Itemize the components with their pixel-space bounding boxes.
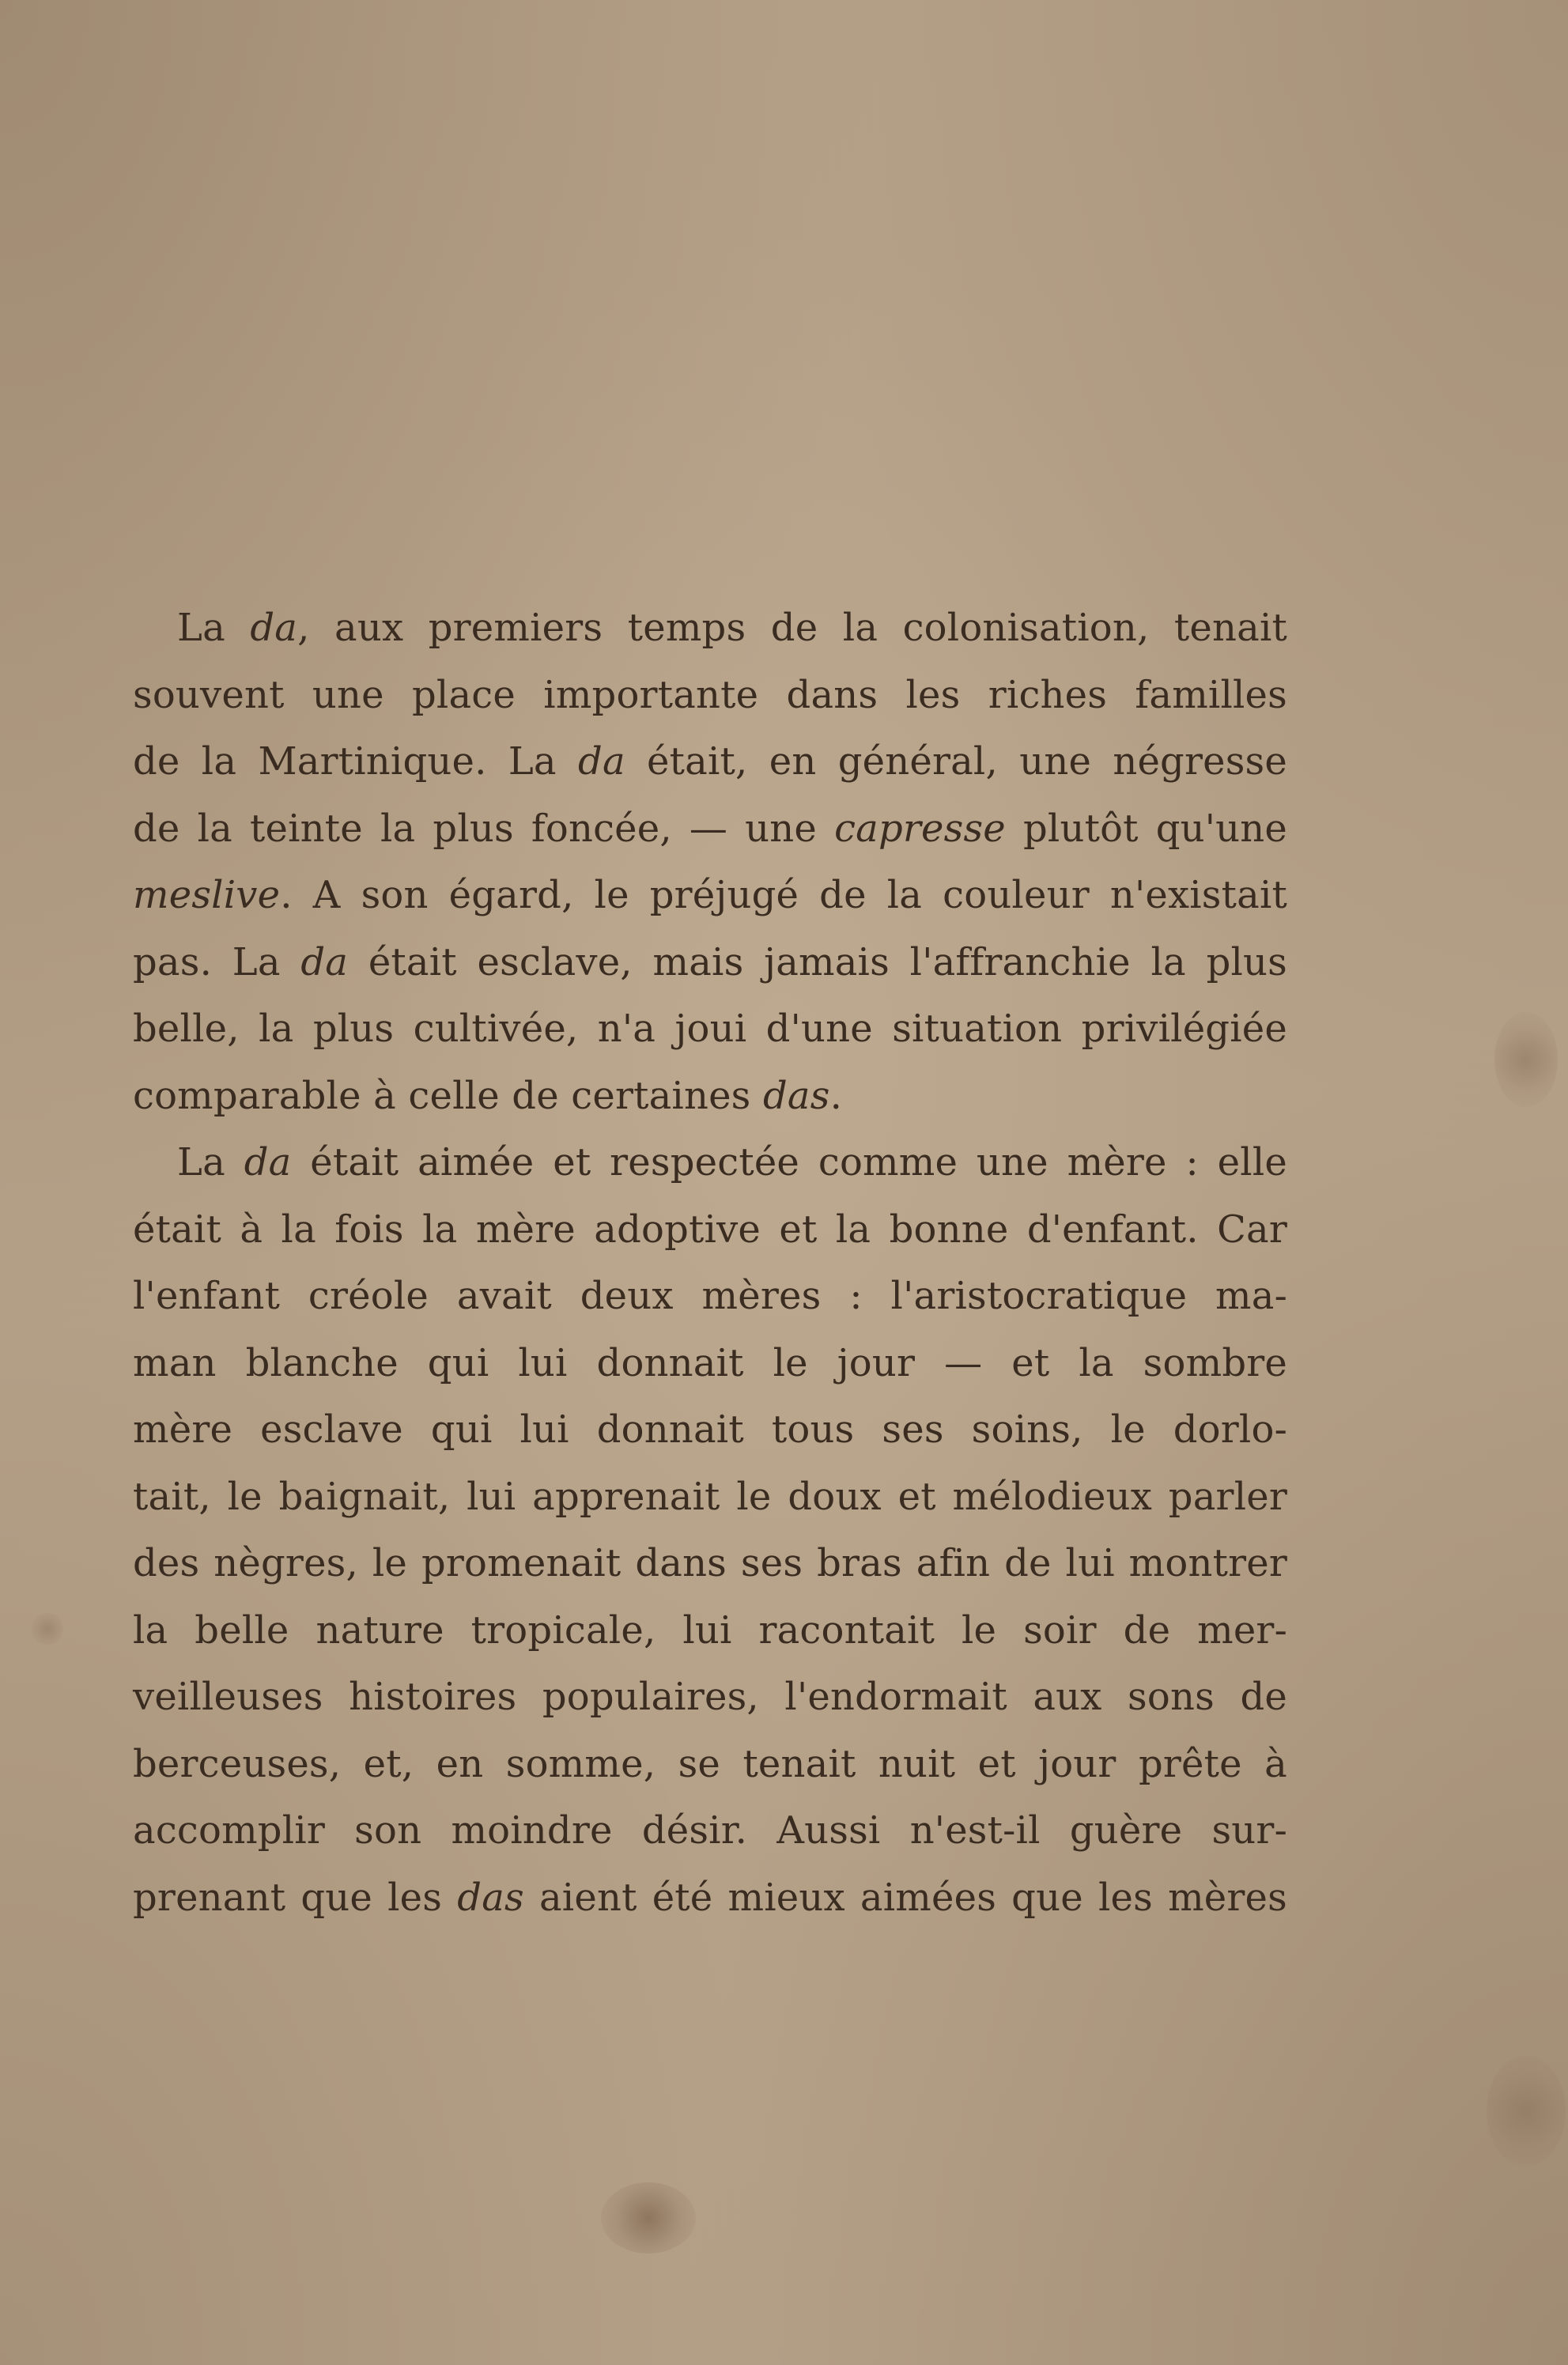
text-segment: était, en général, une négresse (625, 739, 1287, 784)
text-segment: accomplir son moindre désir. Aussi n'est-il guère sur- (133, 1808, 1287, 1853)
text-line (133, 1196, 1287, 1264)
text-segment: mère esclave qui lui donnait tous ses soins, le dorlo- (133, 1407, 1287, 1452)
body-text (133, 595, 1287, 1931)
paper-stain (601, 2182, 696, 2254)
italic-word: da (244, 1140, 292, 1184)
text-segment: souvent une place importante dans les riches familles (133, 672, 1287, 717)
text-segment: l'enfant créole avait deux mères : l'aristocratique ma- (133, 1274, 1287, 1318)
text-segment: pas. La (133, 939, 301, 984)
text-segment: aient été mieux aimées que les mères (523, 1875, 1287, 1920)
text-line (133, 795, 1287, 863)
text-line (133, 1530, 1287, 1597)
text-line (133, 1864, 1287, 1932)
text-segment: était esclave, mais jamais l'affranchie la plus (348, 939, 1287, 984)
text-segment: . A son égard, le préjugé de la couleur n'existait (280, 873, 1287, 917)
text-line (133, 1129, 1287, 1196)
text-segment: , aux premiers temps de la colonisation, tenait (297, 606, 1287, 650)
italic-word: das (762, 1073, 830, 1118)
italic-word: das (457, 1875, 524, 1920)
text-line (133, 1464, 1287, 1531)
paper-stain (32, 1613, 63, 1645)
italic-word: da (300, 939, 349, 984)
text-segment: belle, la plus cultivée, n'a joui d'une situation privilégiée (133, 1007, 1287, 1051)
text-line (133, 1597, 1287, 1664)
text-line (133, 1330, 1287, 1397)
text-segment: veilleuses histoires populaires, l'endormait aux sons de (133, 1675, 1287, 1719)
text-segment: prenant que les (133, 1875, 458, 1920)
text-segment: La (177, 1140, 244, 1184)
text-segment: La (177, 606, 251, 650)
text-segment: plutôt qu'une (1005, 806, 1287, 851)
text-line (133, 1263, 1287, 1330)
text-line (133, 929, 1287, 996)
text-line (133, 995, 1287, 1063)
text-segment: . (829, 1073, 843, 1118)
paper-stain (1487, 2056, 1566, 2167)
text-segment: de la Martinique. La (133, 739, 579, 784)
text-segment: des nègres, le promenait dans ses bras afin de lui montrer (133, 1541, 1287, 1585)
italic-word: da (250, 606, 298, 650)
text-line (133, 595, 1287, 662)
text-line (133, 1797, 1287, 1864)
text-segment: man blanche qui lui donnait le jour — et la sombre (133, 1340, 1287, 1385)
text-segment: berceuses, et, en somme, se tenait nuit et jour prête à (133, 1741, 1287, 1786)
text-segment: était à la fois la mère adoptive et la bonne d'enfant. Car (133, 1207, 1287, 1252)
text-line (133, 862, 1287, 929)
text-line (133, 1396, 1287, 1464)
text-segment: la belle nature tropicale, lui racontait le soir de mer- (133, 1608, 1287, 1653)
text-line (133, 1731, 1287, 1798)
italic-word: meslive (133, 873, 281, 917)
text-segment: comparable à celle de certaines (133, 1073, 763, 1118)
paragraph (133, 595, 1287, 1129)
text-line (133, 1664, 1287, 1731)
text-segment: de la teinte la plus foncée, — une (133, 806, 835, 851)
paper-stain (1494, 1012, 1558, 1107)
text-line (133, 728, 1287, 795)
text-segment: était aimée et respectée comme une mère : elle (291, 1140, 1287, 1184)
italic-word: da (578, 739, 625, 784)
text-segment: tait, le baignait, lui apprenait le doux et mélodieux parler (133, 1474, 1287, 1519)
text-line (133, 662, 1287, 729)
text-line (133, 1063, 1287, 1130)
italic-word: capresse (834, 806, 1006, 851)
paragraph (133, 1129, 1287, 1931)
